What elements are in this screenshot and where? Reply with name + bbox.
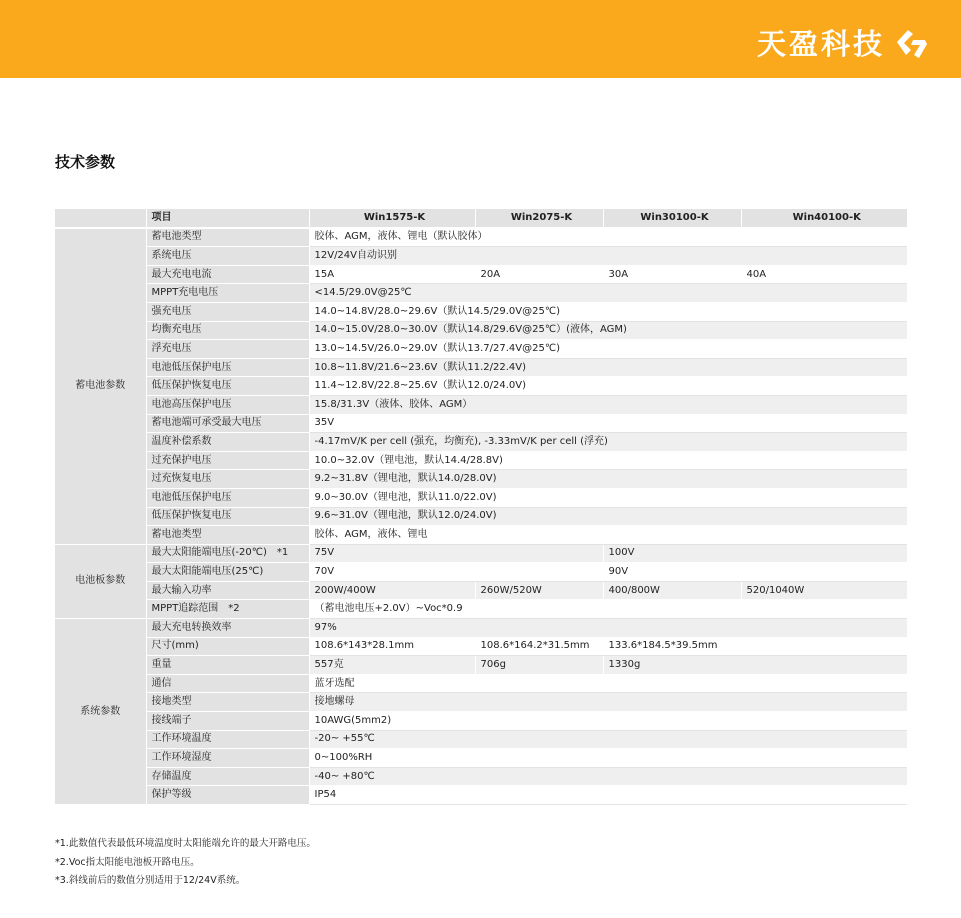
table-row — [55, 265, 907, 284]
row-value: 706g — [475, 656, 603, 675]
table-row — [55, 302, 907, 321]
row-value: -40~ +80℃ — [309, 767, 907, 786]
row-value: 520/1040W — [741, 581, 907, 600]
row-value: <14.5/29.0V@25℃ — [309, 284, 907, 303]
row-value: 胶体、AGM，液体、锂电（默认胶体） — [309, 228, 907, 247]
row-value: 1330g — [603, 656, 907, 675]
row-value: 75V — [309, 544, 603, 563]
footnote-2: *2.Voc指太阳能电池板开路电压。 — [55, 856, 200, 868]
row-value: IP54 — [309, 786, 907, 805]
row-value: 10AWG(5mm2) — [309, 712, 907, 731]
group-label: 蓄电池参数 — [55, 228, 146, 545]
row-item-label: 低压保护恢复电压 — [146, 507, 309, 526]
row-item-label: 电池低压保护电压 — [146, 488, 309, 507]
table-header-row — [55, 209, 907, 228]
row-value: 11.4~12.8V/22.8~25.6V（默认12.0/24.0V) — [309, 377, 907, 396]
row-value: 10.0~32.0V（锂电池，默认14.4/28.8V) — [309, 451, 907, 470]
row-item-label: 最大太阳能端电压(-20℃) *1 — [146, 544, 309, 563]
table-row — [55, 581, 907, 600]
row-value: 400/800W — [603, 581, 741, 600]
row-item-label: 工作环境湿度 — [146, 749, 309, 768]
row-value: 133.6*184.5*39.5mm — [603, 637, 907, 656]
row-value: 9.6~31.0V（锂电池，默认12.0/24.0V) — [309, 507, 907, 526]
row-item-label: 存储温度 — [146, 767, 309, 786]
table-row — [55, 786, 907, 805]
row-item-label: MPPT追踪范围 *2 — [146, 600, 309, 619]
table-row — [55, 451, 907, 470]
row-item-label: 温度补偿系数 — [146, 433, 309, 452]
row-item-label: 保护等级 — [146, 786, 309, 805]
row-value: 35V — [309, 414, 907, 433]
header-model-3: Win30100-K — [603, 209, 741, 228]
row-item-label: 过充保护电压 — [146, 451, 309, 470]
table-row — [55, 712, 907, 731]
table-row — [55, 433, 907, 452]
row-value: 557克 — [309, 656, 475, 675]
table-row — [55, 619, 907, 638]
row-value: 40A — [741, 265, 907, 284]
table-row — [55, 470, 907, 489]
row-value: 15.8/31.3V（液体、胶体、AGM） — [309, 395, 907, 414]
row-value: -20~ +55℃ — [309, 730, 907, 749]
table-row — [55, 674, 907, 693]
header-blank — [55, 209, 146, 228]
row-value: 胶体、AGM，液体、锂电 — [309, 526, 907, 545]
row-value: 90V — [603, 563, 907, 582]
row-item-label: 蓄电池端可承受最大电压 — [146, 414, 309, 433]
row-value: 260W/520W — [475, 581, 603, 600]
brand-name: 天盈科技 — [756, 27, 885, 61]
table-row — [55, 526, 907, 545]
table-row — [55, 730, 907, 749]
footnote-1: *1.此数值代表最低环境温度时太阳能端允许的最大开路电压。 — [55, 838, 316, 849]
group-label: 系统参数 — [55, 619, 146, 805]
row-value: 97% — [309, 619, 907, 638]
row-item-label: 工作环境温度 — [146, 730, 309, 749]
table-row — [55, 228, 907, 247]
table-row — [55, 563, 907, 582]
row-value: 9.2~31.8V（锂电池，默认14.0/28.0V) — [309, 470, 907, 489]
row-item-label: 重量 — [146, 656, 309, 675]
row-item-label: 强充电压 — [146, 302, 309, 321]
row-item-label: 系统电压 — [146, 247, 309, 266]
footnotes — [55, 835, 316, 891]
table-row — [55, 395, 907, 414]
table-row — [55, 377, 907, 396]
header-model-4: Win40100-K — [741, 209, 907, 228]
table-row — [55, 488, 907, 507]
row-item-label: 最大充电转换效率 — [146, 619, 309, 638]
table-row — [55, 693, 907, 712]
table-row — [55, 637, 907, 656]
row-value: 接地螺母 — [309, 693, 907, 712]
header-bar — [0, 0, 961, 78]
brand-logo — [757, 22, 931, 63]
row-value: 蓝牙选配 — [309, 674, 907, 693]
row-value: 30A — [603, 265, 741, 284]
row-item-label: 接线端子 — [146, 712, 309, 731]
row-value: 20A — [475, 265, 603, 284]
row-item-label: 接地类型 — [146, 693, 309, 712]
header-model-1: Win1575-K — [309, 209, 475, 228]
row-item-label: 通信 — [146, 674, 309, 693]
row-value: 0~100%RH — [309, 749, 907, 768]
row-value: 14.0~14.8V/28.0~29.6V（默认14.5/29.0V@25℃) — [309, 302, 907, 321]
row-value: 9.0~30.0V（锂电池，默认11.0/22.0V) — [309, 488, 907, 507]
table-row — [55, 656, 907, 675]
row-item-label: 过充恢复电压 — [146, 470, 309, 489]
group-label: 电池板参数 — [55, 544, 146, 618]
footnote-3: *3.斜线前后的数值分别适用于12/24V系统。 — [55, 875, 246, 886]
table-row — [55, 340, 907, 359]
row-value: 12V/24V自动识别 — [309, 247, 907, 266]
row-item-label: 蓄电池类型 — [146, 228, 309, 247]
header-model-2: Win2075-K — [475, 209, 603, 228]
row-item-label: 最大充电电流 — [146, 265, 309, 284]
table-row — [55, 358, 907, 377]
row-item-label: 浮充电压 — [146, 340, 309, 359]
table-row — [55, 544, 907, 563]
row-value: 15A — [309, 265, 475, 284]
row-item-label: 最大太阳能端电压(25℃) — [146, 563, 309, 582]
row-item-label: 电池低压保护电压 — [146, 358, 309, 377]
table-row — [55, 247, 907, 266]
row-item-label: 均衡充电压 — [146, 321, 309, 340]
table-row — [55, 414, 907, 433]
row-item-label: 电池高压保护电压 — [146, 395, 309, 414]
row-value: 100V — [603, 544, 907, 563]
row-item-label: 最大输入功率 — [146, 581, 309, 600]
table-row — [55, 321, 907, 340]
row-value: 14.0~15.0V/28.0~30.0V（默认14.8/29.6V@25℃）(液体，AGM) — [309, 321, 907, 340]
row-value: 108.6*143*28.1mm — [309, 637, 475, 656]
row-value: 10.8~11.8V/21.6~23.6V（默认11.2/22.4V) — [309, 358, 907, 377]
header-item: 项目 — [146, 209, 309, 228]
spec-table — [55, 209, 907, 805]
row-value: 200W/400W — [309, 581, 475, 600]
row-value: （蓄电池电压+2.0V）~Voc*0.9 — [309, 600, 907, 619]
table-row — [55, 284, 907, 303]
row-item-label: 蓄电池类型 — [146, 526, 309, 545]
table-row — [55, 767, 907, 786]
row-item-label: 低压保护恢复电压 — [146, 377, 309, 396]
page-title: 技术参数 — [55, 153, 116, 171]
row-value: 70V — [309, 563, 603, 582]
row-item-label: MPPT充电电压 — [146, 284, 309, 303]
table-row — [55, 749, 907, 768]
table-row — [55, 600, 907, 619]
row-value: -4.17mV/K per cell (强充，均衡充), -3.33mV/K per cell (浮充) — [309, 433, 907, 452]
row-value: 13.0~14.5V/26.0~29.0V（默认13.7/27.4V@25℃) — [309, 340, 907, 359]
row-item-label: 尺寸(mm) — [146, 637, 309, 656]
tianying-logo-icon — [891, 26, 931, 60]
row-value: 108.6*164.2*31.5mm — [475, 637, 603, 656]
table-row — [55, 507, 907, 526]
